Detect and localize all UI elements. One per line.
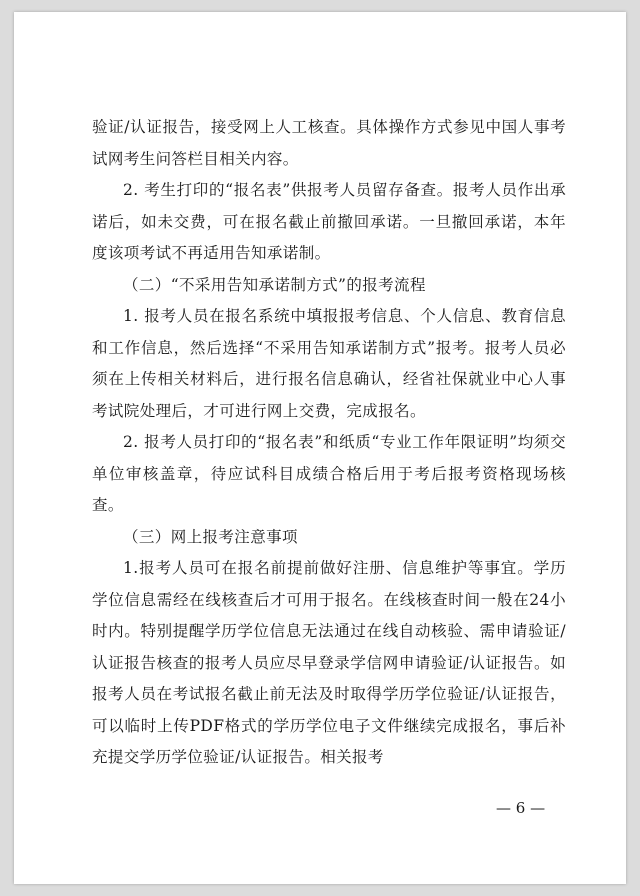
- section-heading-non-commitment-process: （二）“不采用告知承诺制方式”的报考流程: [123, 275, 426, 294]
- paragraph-report-form-note: 2. 考生打印的“报名表”供报考人员留存备查。报考人员作出承诺后，如未交费，可在报名截止前撤回承诺。一旦撤回承诺，本年度该项考试不再适用告知承诺制。: [92, 181, 566, 262]
- paragraph-online-note-1: 1.报考人员可在报名前提前做好注册、信息维护等事宜。学历学位信息需经在线核查后才可用于报名。在线核查时间一般在24小时内。特别提醒学历学位信息无法通过在线自动核验、需申请验证/认证报告核查的报考人员应尽早登录学信网申请验证/认证报告。如报考人员在考试报名截止前无法及时取得学历学位验证/认证报告，可以临时上传PDF格式的学历学位电子文件继续完成报名，事后补充提交学历学位验证/认证报告。相关报考: [92, 559, 566, 766]
- paragraph-non-commitment-step-1: 1. 报考人员在报名系统中填报报考信息、个人信息、教育信息和工作信息，然后选择“不采用告知承诺制方式”报考。报考人员必须在上传相关材料后，进行报名信息确认，经省社保就业中心人事考试院处理后，才可进行网上交费，完成报名。: [92, 307, 566, 420]
- paragraph-continuation: 验证/认证报告，接受网上人工核查。具体操作方式参见中国人事考试网考生问答栏目相关内容。: [92, 118, 566, 168]
- section-heading-online-notes: （三）网上报考注意事项: [123, 527, 298, 546]
- page-number: — 6 —: [496, 799, 546, 817]
- document-body: [92, 112, 566, 774]
- paragraph-non-commitment-step-2: 2. 报考人员打印的“报名表”和纸质“专业工作年限证明”均须交单位审核盖章，待应试科目成绩合格后用于考后报考资格现场核查。: [92, 433, 566, 514]
- document-page: [14, 12, 626, 884]
